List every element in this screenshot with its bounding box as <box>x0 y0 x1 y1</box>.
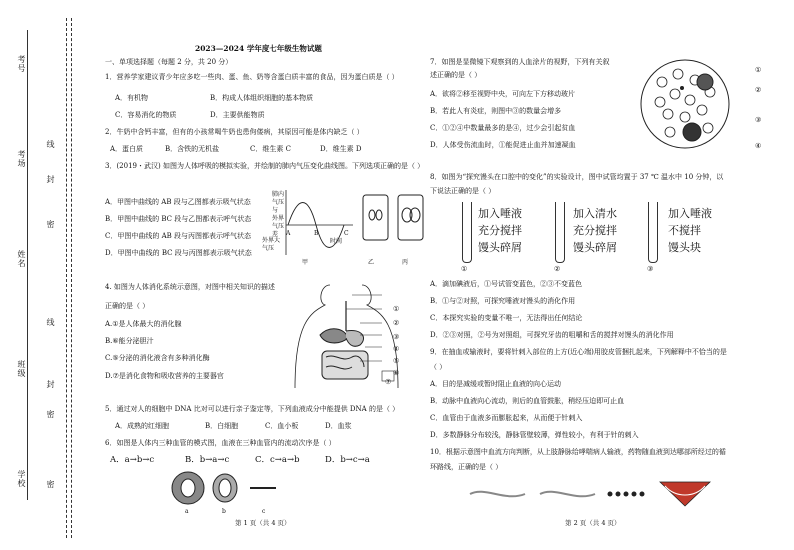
seal-mark-feng-2: 封 <box>46 380 55 389</box>
q10-stem: 10．根据示意图中血流方向判断，从上肢静脉给哮喘病人输液，药物随血液到达哪部所经过的循 <box>430 448 726 456</box>
tube2-step-2: 充分搅拌 <box>573 224 617 237</box>
fig7-label-1: ① <box>755 66 762 74</box>
hall-label: 考场 <box>17 150 26 168</box>
q2-option-c: C．维生素 C <box>250 145 291 153</box>
q3-option-d: D．甲图中曲线的 BC 段与丙图都表示吸气状态 <box>105 249 252 257</box>
fig4-label-7: ⑦ <box>385 378 392 386</box>
q8-option-d: D．②③对照，②号为对照组，可探究牙齿的咀嚼和舌的搅拌对馒头的消化作用 <box>430 331 674 339</box>
q3-stem: 3．(2019・武汉) 如图为人体呼吸的模拟实验，并绘制的肺内气压变化曲线图。下列选项正确的是（ ） <box>105 162 425 170</box>
fig3-ylabel-1: 肺内 <box>272 191 285 198</box>
q5-option-a: A．成熟的红细胞 <box>115 422 170 430</box>
tube2-step-1: 加入清水 <box>573 207 617 220</box>
name-label: 姓名 <box>17 250 26 268</box>
q4-option-a: A.①是人体最大的消化腺 <box>105 320 182 328</box>
q1-option-b: B．构成人体组织细胞的基本物质 <box>210 94 314 102</box>
q9-option-d: D．多数静脉分布较浅，静脉管壁较薄，弹性较小，有利于针的刺入 <box>430 431 639 439</box>
q7-stem-2: 述正确的是（ ） <box>430 71 482 79</box>
tube3-step-2: 不搅拌 <box>668 224 701 237</box>
section-heading: 一、单项选择题（每题 2 分，共 20 分） <box>105 58 233 66</box>
page-footer-right: 第 2 页（共 4 页） <box>565 519 621 527</box>
fig3-ylabel-4: 外界 <box>272 215 285 222</box>
tube1-number: ① <box>461 265 468 273</box>
fig7-label-2: ② <box>755 86 762 94</box>
q9-option-b: B．动脉中血液向心流动，则后的血管鼓胀，稍经压迫即可止血 <box>430 397 625 405</box>
q8-stem-2: 下说法正确的是（ ） <box>430 187 496 195</box>
q1-option-c: C．容易消化的物质 <box>115 111 177 119</box>
fig4-label-4: ④ <box>393 345 400 353</box>
fig3-ylabel-6: 差 <box>272 231 279 238</box>
q6-option-c: C．c→a→b <box>255 455 300 465</box>
fig3-ylabel-8: 气压 <box>262 245 275 252</box>
tube1-step-2: 充分搅拌 <box>478 224 522 237</box>
q2-option-d: D．维生素 D <box>320 145 362 153</box>
tube3-step-1: 加入唾液 <box>668 207 712 220</box>
q5-stem: 5．通过对人的细胞中 DNA 比对可以进行亲子鉴定等，下列血液成分中能提供 DNA 的是（ ） <box>105 405 400 413</box>
binding-write-line <box>27 30 28 500</box>
tube2-step-3: 馒头碎屑 <box>573 241 617 254</box>
q8-option-a: A．滴加碘液后，①号试管变蓝色，②③不变蓝色 <box>430 280 583 288</box>
fig7-label-3: ③ <box>755 116 762 124</box>
fig4-label-6: ⑥ <box>393 369 400 377</box>
school-label: 学校 <box>17 470 26 488</box>
test-tube-3 <box>648 202 658 263</box>
seal-mark-feng-1: 封 <box>46 175 55 184</box>
fig3-point-c: C <box>344 230 349 237</box>
q6-option-a: A．a→b→c <box>110 455 155 465</box>
fig3-ylabel-7: 外界大 <box>262 237 281 244</box>
q4-stem-2: 正确的是（ ） <box>105 302 150 310</box>
q3-option-a: A．甲图中曲线的 AB 段与乙图都表示吸气状态 <box>105 198 251 206</box>
q2-option-b: B．含铁的无机盐 <box>165 145 220 153</box>
fig3-ylabel-2: 气压 <box>272 199 285 206</box>
q6-option-b: B．b→a→c <box>185 455 230 465</box>
q1-option-d: D．主要供能物质 <box>210 111 265 119</box>
fig4-label-5: ⑤ <box>393 357 400 365</box>
q8-option-b: B．①与②对照，可探究唾液对馒头的消化作用 <box>430 297 576 305</box>
seal-mark-mi-3: 密 <box>46 480 55 489</box>
exam-title: 2023—2024 学年度七年级生物试题 <box>195 44 322 53</box>
circulation-figure <box>465 478 725 510</box>
fig3-label-bing: 丙 <box>402 259 409 266</box>
fig4-label-3: ③ <box>393 333 400 341</box>
tube3-number: ③ <box>647 265 654 273</box>
tube1-step-3: 馒头碎屑 <box>478 241 522 254</box>
q6-option-d: D．b→c→a <box>325 455 370 465</box>
q1-option-a: A．有机物 <box>115 94 149 102</box>
q7-option-c: C．①②④中数量最多的是④，过少会引起贫血 <box>430 124 576 132</box>
q1-stem: 1．营养学家建议青少年应多吃一些肉、蛋、鱼、奶等含蛋白质丰富的食品，因为蛋白质是（ ） <box>105 73 399 81</box>
fig3-point-a: A <box>286 230 291 237</box>
tube3-step-3: 馒头块 <box>668 241 701 254</box>
q7-option-a: A．欲将②移至视野中央，可向左下方移动玻片 <box>430 90 576 98</box>
page-footer-left: 第 1 页（共 4 页） <box>235 519 291 527</box>
q2-option-a: A．蛋白质 <box>110 145 144 153</box>
q4-option-c: C.⑤分泌的消化液含有多种消化酶 <box>105 354 210 362</box>
seal-mark-mi-1: 密 <box>46 220 55 229</box>
seal-mark-xian-2: 线 <box>46 318 55 327</box>
q9-stem: 9．在抽血或输液时，要将针刺入部位的上方(近心端)用胶皮管捆扎起来，下列解释中不恰当的是 <box>430 348 727 356</box>
fig4-label-2: ② <box>393 319 400 327</box>
blood-smear-figure <box>640 52 740 157</box>
digestive-system-figure <box>290 283 405 388</box>
q5-option-b: B．白细胞 <box>205 422 239 430</box>
q6-stem: 6．如图是人体内三种血管的模式图，血液在三种血管内的流动次序是（ ） <box>105 439 336 447</box>
q9-option-c: C．血管由于血液多而膨胀起来，从而便于针刺入 <box>430 414 583 422</box>
q2-stem: 2．牛奶中含钙丰富，但有的小孩常喝牛奶也患佝偻病，其原因可能是体内缺乏（ ） <box>105 128 364 136</box>
seal-mark-mi-2: 密 <box>46 410 55 419</box>
fig3-time-label: 时间 <box>330 238 343 245</box>
tube1-step-1: 加入唾液 <box>478 207 522 220</box>
fig6-label-a: a <box>185 508 189 515</box>
q9-option-a: A．目的是减缓或暂时阻止血液的向心运动 <box>430 380 562 388</box>
fig3-ylabel-5: 气压 <box>272 223 285 230</box>
q7-stem: 7．如图是显微镜下观察到的人血涂片的视野，下列有关叙 <box>430 58 610 66</box>
q4-option-b: B.⑥能分泌胆汁 <box>105 337 154 345</box>
q8-option-c: C．本探究实验的变量不唯一，无法得出任何结论 <box>430 314 583 322</box>
fig6-label-b: b <box>222 508 226 515</box>
number-label: 考号 <box>17 55 26 73</box>
q3-option-c: C．甲图中曲线的 AB 段与丙图都表示呼气状态 <box>105 232 252 240</box>
q10-stem-2: 环路线，正确的是（ ） <box>430 463 503 471</box>
binding-dashed-line <box>66 18 67 538</box>
test-tube-1 <box>462 202 472 263</box>
tube2-number: ② <box>554 265 561 273</box>
binding-dashed-line-2 <box>71 18 72 538</box>
breathing-figure <box>258 185 433 267</box>
q8-stem: 8．如图为“探究馒头在口腔中的变化”的实验设计，图中试管均置于 37 ℃ 温水中 10 分钟，以 <box>430 173 724 181</box>
fig3-label-yi: 乙 <box>368 259 375 266</box>
q5-option-d: D．血浆 <box>325 422 352 430</box>
fig3-label-jia: 甲 <box>302 259 309 266</box>
q5-option-c: C．血小板 <box>265 422 299 430</box>
class-label: 班级 <box>17 360 26 378</box>
q4-stem: 4. 如图为人体消化系统示意图，对图中相关知识的描述 <box>105 283 275 291</box>
q3-option-b: B．甲图中曲线的 BC 段与乙图都表示呼气状态 <box>105 215 252 223</box>
seal-mark-xian-1: 线 <box>46 140 55 149</box>
fig7-label-4: ④ <box>755 142 762 150</box>
q7-option-d: D．人体受伤流血时，①能促进止血并加速凝血 <box>430 141 576 149</box>
fig4-label-1: ① <box>393 305 400 313</box>
q7-option-b: B．若此人有炎症，则图中③的数量会增多 <box>430 107 562 115</box>
fig3-point-b: B <box>314 230 319 237</box>
fig3-ylabel-3: 与 <box>272 207 279 214</box>
test-tube-2 <box>555 202 565 263</box>
q4-option-d: D.⑦是消化食物和吸收营养的主要器官 <box>105 372 224 380</box>
blood-vessel-figure <box>170 470 280 508</box>
q9-stem-2: （ ） <box>430 363 447 371</box>
fig6-label-c: c <box>262 508 266 515</box>
